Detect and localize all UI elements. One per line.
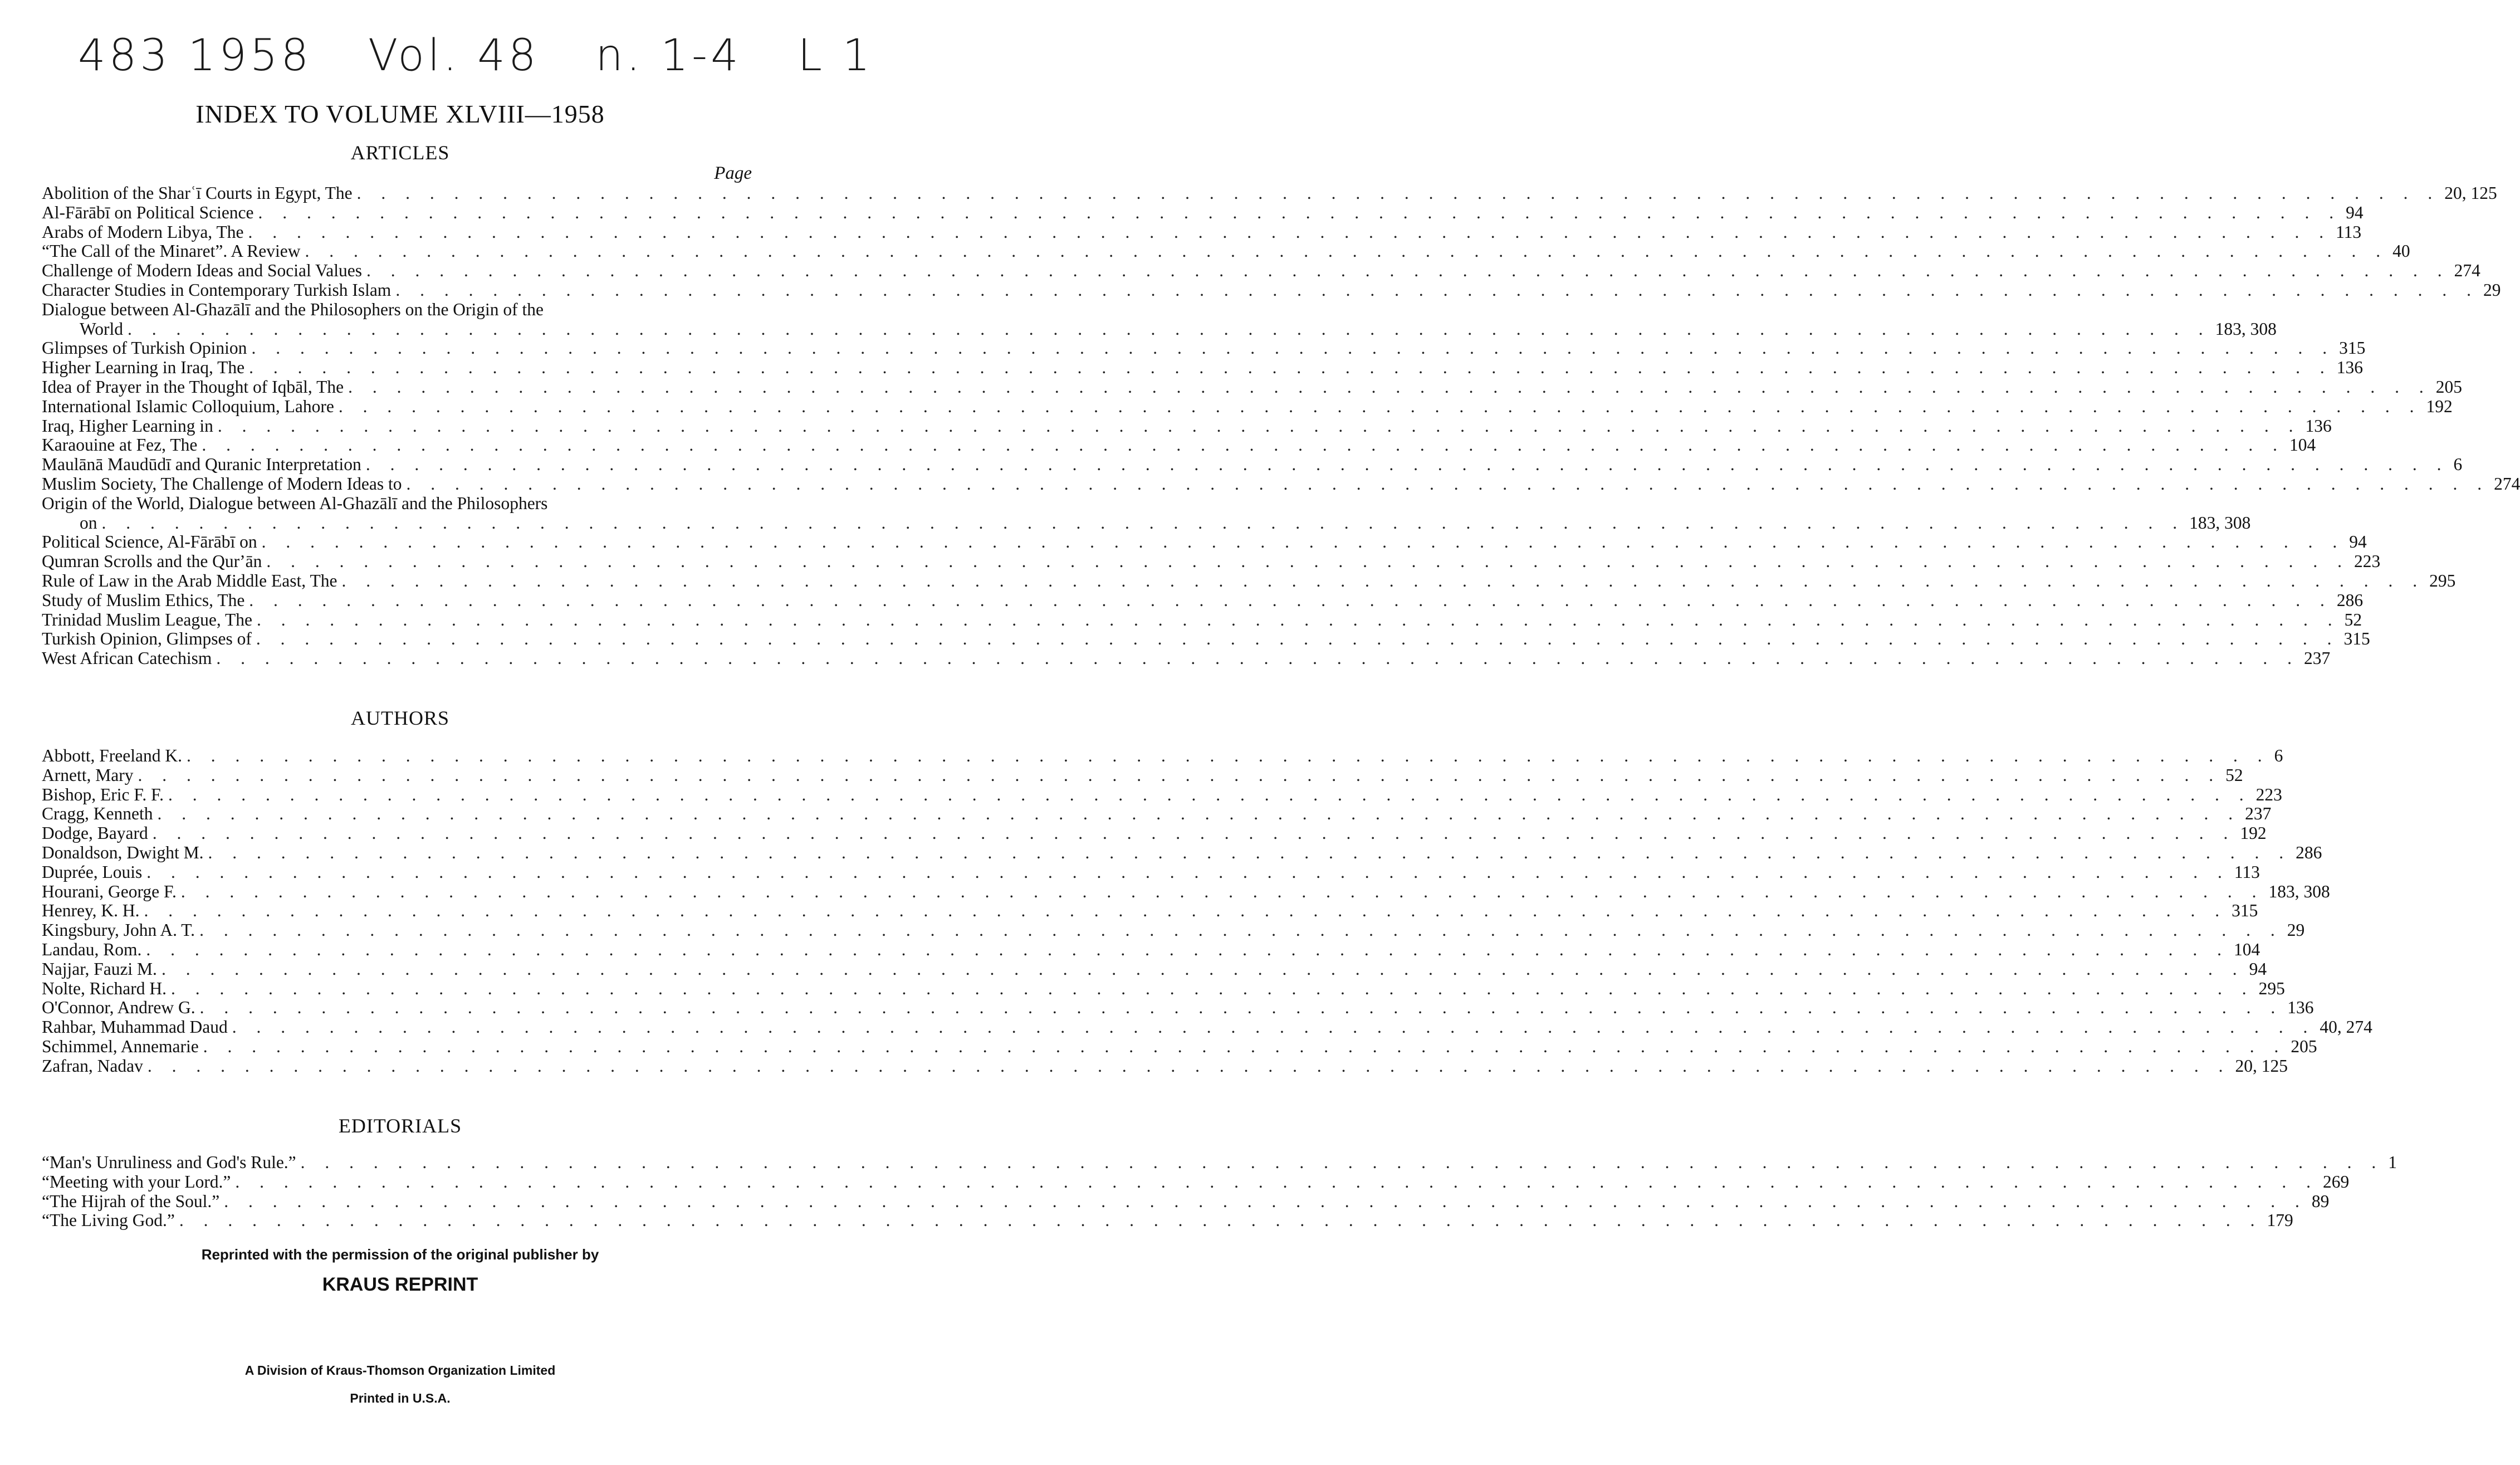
article-title: Character Studies in Contemporary Turkish Islam xyxy=(42,280,392,300)
articles-list xyxy=(42,183,2520,668)
article-page-number: 295 xyxy=(2429,570,2456,590)
page-title: INDEX TO VOLUME XLVIII—1958 xyxy=(195,100,605,128)
editorial-entry xyxy=(42,1153,2397,1173)
author-title: Donaldson, Dwight M. xyxy=(42,842,204,862)
article-page-number: 205 xyxy=(2435,377,2462,397)
authors-list xyxy=(42,746,2372,1076)
dot-leader xyxy=(148,1057,2231,1076)
article-page-number: 94 xyxy=(2349,532,2367,552)
author-entry xyxy=(42,746,2283,766)
author-page-number: 205 xyxy=(2291,1036,2317,1056)
dot-leader xyxy=(249,358,2332,378)
articles-heading: ARTICLES xyxy=(350,141,450,164)
editorials-list xyxy=(42,1153,2397,1230)
author-page-number: 6 xyxy=(2274,746,2283,765)
author-entry xyxy=(42,978,2285,999)
article-entry xyxy=(42,319,2277,339)
author-entry xyxy=(42,998,2314,1018)
handwritten-issues: n. 1-4 xyxy=(595,31,742,81)
article-title: Trinidad Muslim League, The xyxy=(42,609,252,629)
dot-leader xyxy=(146,940,2229,960)
dot-leader xyxy=(202,436,2285,455)
author-page-number: 104 xyxy=(2233,939,2260,959)
dot-leader xyxy=(168,785,2252,805)
editorial-title: “Meeting with your Lord.” xyxy=(42,1171,231,1191)
article-entry xyxy=(42,241,2410,261)
article-page-number: 183, 308 xyxy=(2215,319,2277,339)
author-entry xyxy=(42,842,2322,863)
reprint-permission: Reprinted with the permission of the original publisher by xyxy=(201,1246,599,1263)
author-title: Duprée, Louis xyxy=(42,862,143,882)
article-page-number: 104 xyxy=(2289,435,2316,455)
author-page-number: 295 xyxy=(2258,978,2285,998)
article-page-number: 29 xyxy=(2483,280,2501,300)
article-entry xyxy=(42,551,2381,572)
article-page-number: 192 xyxy=(2426,396,2453,416)
article-entry xyxy=(42,377,2462,397)
article-title: on xyxy=(80,512,97,533)
dot-leader xyxy=(200,998,2283,1018)
author-title: O'Connor, Andrew G. xyxy=(42,998,195,1018)
article-entry xyxy=(42,338,2366,358)
article-page-number: 223 xyxy=(2354,551,2381,572)
article-entry xyxy=(42,280,2501,300)
author-entry xyxy=(42,959,2267,979)
dot-leader xyxy=(187,746,2270,766)
article-title: Abolition of the Sharʿī Courts in Egypt, The xyxy=(42,183,353,203)
article-title: Qumran Scrolls and the Qurʼān xyxy=(42,551,262,572)
article-page-number: 113 xyxy=(2336,222,2362,242)
dot-leader xyxy=(128,320,2211,339)
editorial-page-number: 179 xyxy=(2267,1210,2293,1230)
article-entry xyxy=(42,202,2364,223)
author-page-number: 286 xyxy=(2296,842,2322,862)
article-page-number: 52 xyxy=(2344,609,2362,629)
article-title: International Islamic Colloquium, Lahore xyxy=(42,396,334,416)
article-page-number: 136 xyxy=(2305,416,2332,436)
dot-leader xyxy=(305,242,2389,261)
author-entry xyxy=(42,862,2260,882)
article-entry xyxy=(42,473,2520,494)
article-entry xyxy=(42,435,2316,455)
author-title: Hourani, George F. xyxy=(42,881,177,901)
publisher-name: KRAUS REPRINT xyxy=(322,1274,478,1295)
dot-leader xyxy=(257,611,2340,630)
dot-leader xyxy=(102,514,2185,533)
handwritten-call-number: 483 1958 xyxy=(78,31,312,81)
author-entry xyxy=(42,765,2243,785)
dot-leader xyxy=(366,455,2449,475)
article-title: Challenge of Modern Ideas and Social Values xyxy=(42,261,363,281)
article-entry xyxy=(42,222,2362,242)
editorial-page-number: 1 xyxy=(2388,1153,2397,1172)
author-page-number: 94 xyxy=(2249,959,2267,979)
author-page-number: 237 xyxy=(2245,804,2272,824)
article-title: Turkish Opinion, Glimpses of xyxy=(42,629,252,649)
author-entry xyxy=(42,784,2282,805)
author-entry xyxy=(42,1017,2372,1037)
article-entry xyxy=(42,455,2463,475)
dot-leader xyxy=(366,261,2450,281)
dot-leader xyxy=(157,804,2240,824)
article-page-number: 20, 125 xyxy=(2444,183,2497,203)
author-page-number: 40, 274 xyxy=(2320,1017,2372,1037)
author-title: Abbott, Freeland K. xyxy=(42,746,182,765)
article-title: Iraq, Higher Learning in xyxy=(42,416,213,436)
author-page-number: 183, 308 xyxy=(2268,881,2330,901)
dot-leader xyxy=(251,339,2335,358)
author-page-number: 192 xyxy=(2240,823,2267,843)
dot-leader xyxy=(199,921,2283,940)
author-page-number: 113 xyxy=(2234,862,2260,882)
dot-leader xyxy=(341,572,2425,591)
author-entry xyxy=(42,804,2272,824)
dot-leader xyxy=(248,223,2331,242)
printed-in: Printed in U.S.A. xyxy=(350,1391,451,1405)
article-page-number: 94 xyxy=(2346,202,2364,222)
dot-leader xyxy=(249,591,2332,611)
author-entry xyxy=(42,920,2305,940)
editorial-entry xyxy=(42,1171,2350,1192)
dot-leader xyxy=(171,979,2254,999)
author-title: Henrey, K. H. xyxy=(42,901,140,921)
dot-leader xyxy=(348,378,2431,397)
author-page-number: 29 xyxy=(2287,920,2305,940)
dot-leader xyxy=(208,843,2292,863)
article-entry xyxy=(42,590,2364,611)
article-title: Glimpses of Turkish Opinion xyxy=(42,338,247,358)
article-page-number: 274 xyxy=(2494,473,2520,494)
article-entry xyxy=(42,261,2480,281)
article-entry xyxy=(42,416,2332,436)
author-title: Landau, Rom. xyxy=(42,939,142,959)
author-entry xyxy=(42,881,2330,902)
editorial-entry xyxy=(42,1210,2293,1230)
article-entry xyxy=(42,183,2497,203)
editorials-heading: EDITORIALS xyxy=(338,1115,462,1137)
article-title: Rule of Law in the Arab Middle East, The xyxy=(42,570,337,590)
handwritten-catalog-note xyxy=(78,31,874,97)
author-page-number: 315 xyxy=(2232,901,2258,921)
editorial-title: “The Hijrah of the Soul.” xyxy=(42,1191,220,1211)
dot-leader xyxy=(258,203,2342,223)
dot-leader xyxy=(339,397,2422,417)
handwritten-volume: Vol. 48 xyxy=(368,31,540,81)
article-title: Muslim Society, The Challenge of Modern Ideas to xyxy=(42,473,402,494)
author-title: Dodge, Bayard xyxy=(42,823,148,843)
article-page-number: 286 xyxy=(2336,590,2364,610)
dot-leader xyxy=(181,882,2264,902)
page-column-label: Page xyxy=(714,163,752,183)
article-page-number: 136 xyxy=(2336,358,2364,378)
article-title-line: Origin of the World, Dialogue between Al-Ghazālī and the Philosophers xyxy=(42,493,548,513)
author-title: Arnett, Mary xyxy=(42,765,134,785)
article-entry xyxy=(42,396,2453,417)
article-title: Study of Muslim Ethics, The xyxy=(42,590,245,610)
dot-leader xyxy=(395,281,2479,300)
article-title: Political Science, Al-Fārābī on xyxy=(42,532,257,552)
author-title: Najjar, Fauzi M. xyxy=(42,959,157,979)
author-page-number: 20, 125 xyxy=(2235,1056,2288,1076)
article-title: Arabs of Modern Libya, The xyxy=(42,222,244,242)
article-title-line: Dialogue between Al-Ghazālī and the Philosophers on the Origin of the xyxy=(42,299,544,319)
article-title: Karaouine at Fez, The xyxy=(42,435,198,455)
article-title: “The Call of the Minaret”. A Review xyxy=(42,241,301,261)
dot-leader xyxy=(162,960,2245,979)
dot-leader xyxy=(407,475,2490,494)
author-entry xyxy=(42,1056,2288,1076)
article-entry xyxy=(42,532,2367,552)
author-title: Nolte, Richard H. xyxy=(42,978,167,998)
author-title: Schimmel, Annemarie xyxy=(42,1036,199,1056)
article-page-number: 315 xyxy=(2339,338,2366,358)
article-title: Maulānā Maudūdī and Quranic Interpretation xyxy=(42,455,361,475)
dot-leader xyxy=(256,629,2340,649)
publisher-division: A Division of Kraus-Thomson Organization Limited xyxy=(244,1363,556,1378)
article-title: Higher Learning in Iraq, The xyxy=(42,358,245,378)
author-page-number: 52 xyxy=(2225,765,2243,785)
dot-leader xyxy=(262,533,2345,552)
author-title: Zafran, Nadav xyxy=(42,1056,143,1076)
article-entry xyxy=(42,570,2456,591)
article-page-number: 274 xyxy=(2454,261,2480,281)
article-title: Al-Fārābī on Political Science xyxy=(42,202,254,222)
article-page-number: 237 xyxy=(2304,648,2331,668)
dot-leader xyxy=(144,901,2228,921)
editorial-page-number: 269 xyxy=(2323,1171,2350,1191)
article-title: World xyxy=(80,319,123,339)
article-entry xyxy=(42,648,2331,668)
author-page-number: 136 xyxy=(2287,998,2314,1018)
editorial-title: “Man's Unruliness and God's Rule.” xyxy=(42,1153,296,1172)
author-title: Rahbar, Muhammad Daud xyxy=(42,1017,228,1037)
author-title: Bishop, Eric F. F. xyxy=(42,784,164,804)
dot-leader xyxy=(153,824,2236,843)
dot-leader xyxy=(235,1173,2318,1192)
article-entry xyxy=(42,512,2251,533)
article-entry xyxy=(42,629,2370,649)
article-page-number: 315 xyxy=(2343,629,2370,649)
article-title: Idea of Prayer in the Thought of Iqbāl, The xyxy=(42,377,344,397)
dot-leader xyxy=(266,552,2350,572)
dot-leader xyxy=(138,766,2221,785)
handwritten-location: L 1 xyxy=(797,31,874,81)
article-page-number: 40 xyxy=(2392,241,2410,261)
dot-leader xyxy=(203,1037,2287,1057)
editorial-entry xyxy=(42,1191,2330,1212)
author-entry xyxy=(42,901,2258,921)
author-entry xyxy=(42,823,2267,843)
editorial-title: “The Living God.” xyxy=(42,1210,175,1230)
dot-leader xyxy=(357,184,2440,203)
authors-heading: AUTHORS xyxy=(350,707,449,729)
author-entry xyxy=(42,939,2260,960)
author-title: Cragg, Kenneth xyxy=(42,804,153,824)
dot-leader xyxy=(179,1211,2263,1230)
dot-leader xyxy=(301,1153,2384,1173)
article-page-number: 183, 308 xyxy=(2189,512,2251,533)
dot-leader xyxy=(218,417,2301,436)
dot-leader xyxy=(224,1192,2307,1212)
article-title: West African Catechism xyxy=(42,648,212,668)
editorial-page-number: 89 xyxy=(2311,1191,2330,1211)
article-page-number: 6 xyxy=(2453,455,2463,475)
article-entry xyxy=(42,609,2362,630)
dot-leader xyxy=(216,649,2299,668)
article-entry xyxy=(42,358,2364,378)
author-entry xyxy=(42,1036,2317,1057)
dot-leader xyxy=(146,863,2230,882)
dot-leader xyxy=(232,1018,2316,1037)
author-title: Kingsbury, John A. T. xyxy=(42,920,195,940)
author-page-number: 223 xyxy=(2255,784,2282,804)
